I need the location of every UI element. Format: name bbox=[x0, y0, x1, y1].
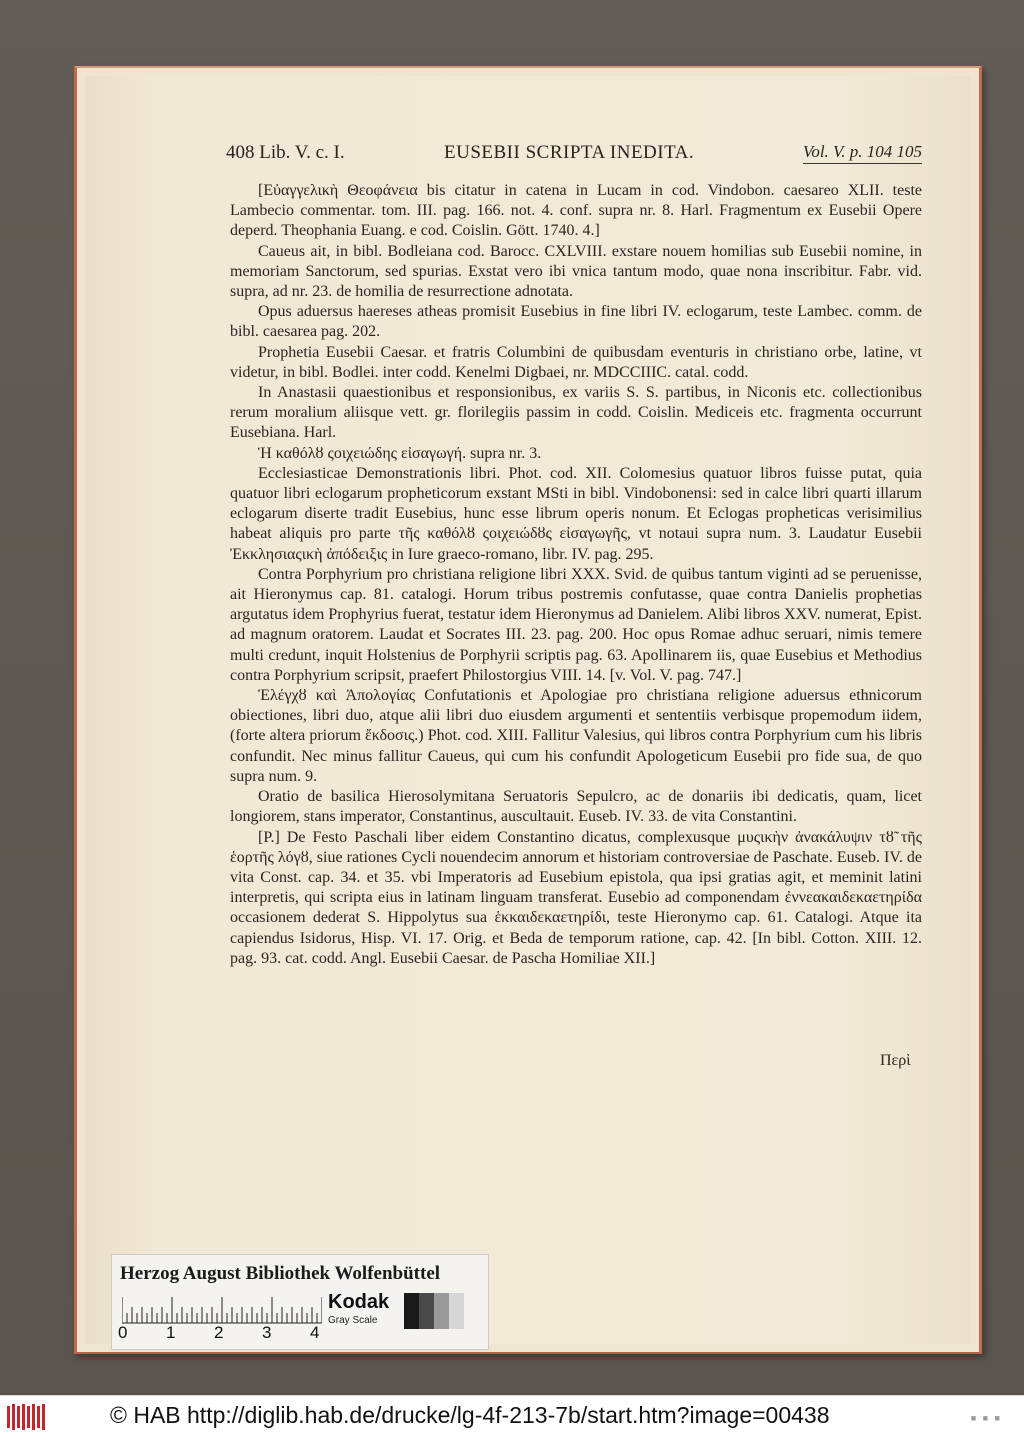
paragraph: Ἡ καθόλȣ ςοιχειώδης εἰσαγωγή. supra nr. 3. bbox=[258, 444, 542, 462]
ruler-number: 0 bbox=[118, 1323, 128, 1342]
ruler-icon bbox=[122, 1294, 322, 1324]
ruler-number: 2 bbox=[214, 1323, 224, 1342]
header-volume-reference: Vol. V. p. 104 105 bbox=[803, 142, 922, 164]
paragraph: Caueus ait, in bibl. Bodleiana cod. Barocc. CXLVIII. exstare nouem homilias sub Eusebii nomine, in memoriam Sanctorum, sed spurias. Exstat vero ibi vnica tantum modo, quae nona inscribitur. Fabr. vid. supra, ad nr. 23. de homilia de resurrectione adnotata. bbox=[230, 242, 922, 301]
color-scale-card bbox=[111, 1254, 489, 1350]
gray-scale-swatches bbox=[404, 1293, 464, 1329]
kodak-brand: Kodak bbox=[328, 1291, 390, 1313]
header-title: EUSEBII SCRIPTA INEDITA. bbox=[444, 142, 695, 163]
paragraph: In Anastasii quaestionibus et responsionibus, ex variis S. S. partibus, in Niconis etc. collectionibus rerum moralium aliisque vett. gr. florilegiis passim in codd. Coislin. Mediceis etc. fragmenta occurrunt Eusebiana. Harl. bbox=[230, 384, 922, 442]
paragraph: [Εὐαγγελικὴ Θεοφάνεια bis citatur in catena in Lucam in cod. Vindobon. caesareo XLII. teste Lambecio commentar. tom. III. pag. 166. not. 4. conf. supra nr. 8. Harl. Fragmentum ex Eusebii Opere deperd. Theophania Euang. e cod. Coislin. Gött. 1740. 4.] bbox=[230, 182, 922, 240]
catchword: Περὶ bbox=[880, 1052, 911, 1069]
library-name: Herzog August Bibliothek Wolfenbüttel bbox=[120, 1263, 441, 1284]
paragraph: Opus aduersus haereses atheas promisit Eusebius in fine libri IV. eclogarum, teste Lambec. comm. de bibl. caesarea pag. 202. bbox=[230, 303, 922, 341]
paragraph: [P.] De Festo Paschali liber eidem Constantino dicatus, complexusque μυςικὴν ἀνακάλυψιν τȣ̃ τῆς ἑορτῆς λόγȣ, siue rationes Cycli nouendecim annorum et historiam controversiae de Paschate. Euseb. IV. de vita Const. cap. 34. et 35. vbi Imperatoris ad Eusebium epistola, qua ipsi gratias agit, et meminit latini interpretis, qui scripta eius in latinam linguam transferat. Eusebio ad componendam ἐννεακαιδεκαετηρίδα occasionem dederat S. Hippolytus sua ἑκκαιδεκαετηρίδι, teste Hieronymo cap. 61. Catalogi. Atque ita capiendus Isidorus, Hisp. VI. 17. Orig. et Beda de temporum ratione, cap. 42. [In bibl. Cotton. XIII. 12. pag. 93. cat. codd. Angl. Eusebii Caesar. de Pascha Homiliae XII.] bbox=[230, 828, 922, 967]
hab-logo-icon bbox=[6, 1402, 46, 1432]
gray-scale-label: Gray Scale bbox=[328, 1315, 378, 1326]
ruler-number: 1 bbox=[166, 1323, 176, 1342]
paragraph: Ἐλέγχȣ καὶ Ἀπολογίας Confutationis et Apologiae pro christiana religione aduersus ethnicorum obiectiones, libri duo, atque alii libri duo eiusdem argumenti et sententiis verbisque propemodum iidem, (forte altera priorum ἔκδοσις.) Phot. cod. XIII. Fallitur Valesius, qui libros contra Porphyrium cum his libris confundit. Nec minus fallitur Caueus, qui cum his confundit Apologeticum Eusebii pro fide sua, de quo supra num. 9. bbox=[230, 687, 922, 785]
paragraph: Ecclesiasticae Demonstrationis libri. Phot. cod. XII. Colomesius quatuor libros fuisse putat, quia quatuor libri eclogarum propheticorum exstant MSti in bibl. Vindobonensi: sed in calce libri quarti illarum eclogarum diserte tradit Eusebius, hunc esse librum operis nonum. Et Eclogas propheticas verisimilius habeat aliquis pro parte τῆς καθόλȣ ςοιχειώδȣς εἰσαγωγῆς, vt notaui supra num. 3. Laudatur Eusebii Ἐκκλησιαςικὴ ἀπόδειξις in Iure graeco-romano, libr. IV. pag. 295. bbox=[230, 464, 922, 563]
page-body bbox=[230, 181, 922, 969]
footer-icons: ■ ■ ■ bbox=[970, 1413, 1002, 1423]
footer-bar bbox=[0, 1395, 1024, 1441]
ruler-number: 3 bbox=[262, 1323, 272, 1342]
copyright-url: © HAB http://diglib.hab.de/drucke/lg-4f-213-7b/start.htm?image=00438 bbox=[110, 1402, 830, 1428]
header-page-number: 408 Lib. V. c. I. bbox=[226, 142, 345, 163]
paragraph: Prophetia Eusebii Caesar. et fratris Columbini de quibusdam eventuris in christiano orbe, latine, vt videtur, in bibl. Bodlei. inter codd. Kenelmi Digbaei, nr. MDCCIIIC. catal. codd. bbox=[230, 343, 922, 381]
ruler-number: 4 bbox=[310, 1323, 320, 1342]
paragraph: Contra Porphyrium pro christiana religione libri XXX. Svid. de quibus tantum viginti ad se peruenisse, ait Hieronymus cap. 81. catalogi. Horum tribus postremis confutasse, quae contra Danielis prophetias argutatus idem Prophyrius fuerat, testatur idem Hieronymus ad Danielem. Alibi libros XXV. numerat, Epist. ad magnum oratorem. Laudat et Socrates III. 23. pag. 200. Hoc opus Romae adhuc seruari, nimis temere multi credunt, inquit Holstenius de Porphyrii scriptis pag. 63. Apollinarem iis, quae Eusebius et Methodius contra Porphyrium scripsit, praefert Philostorgius VIII. 14. [v. Vol. V. pag. 747.] bbox=[230, 565, 922, 684]
running-header bbox=[226, 142, 922, 168]
paragraph: Oratio de basilica Hierosolymitana Seruatoris Sepulcro, ac de donariis ibi dedicatis, quam, licet longiorem, stans imperator, Constantinus, auscultauit. Euseb. IV. 33. de vita Constantini. bbox=[230, 788, 922, 826]
